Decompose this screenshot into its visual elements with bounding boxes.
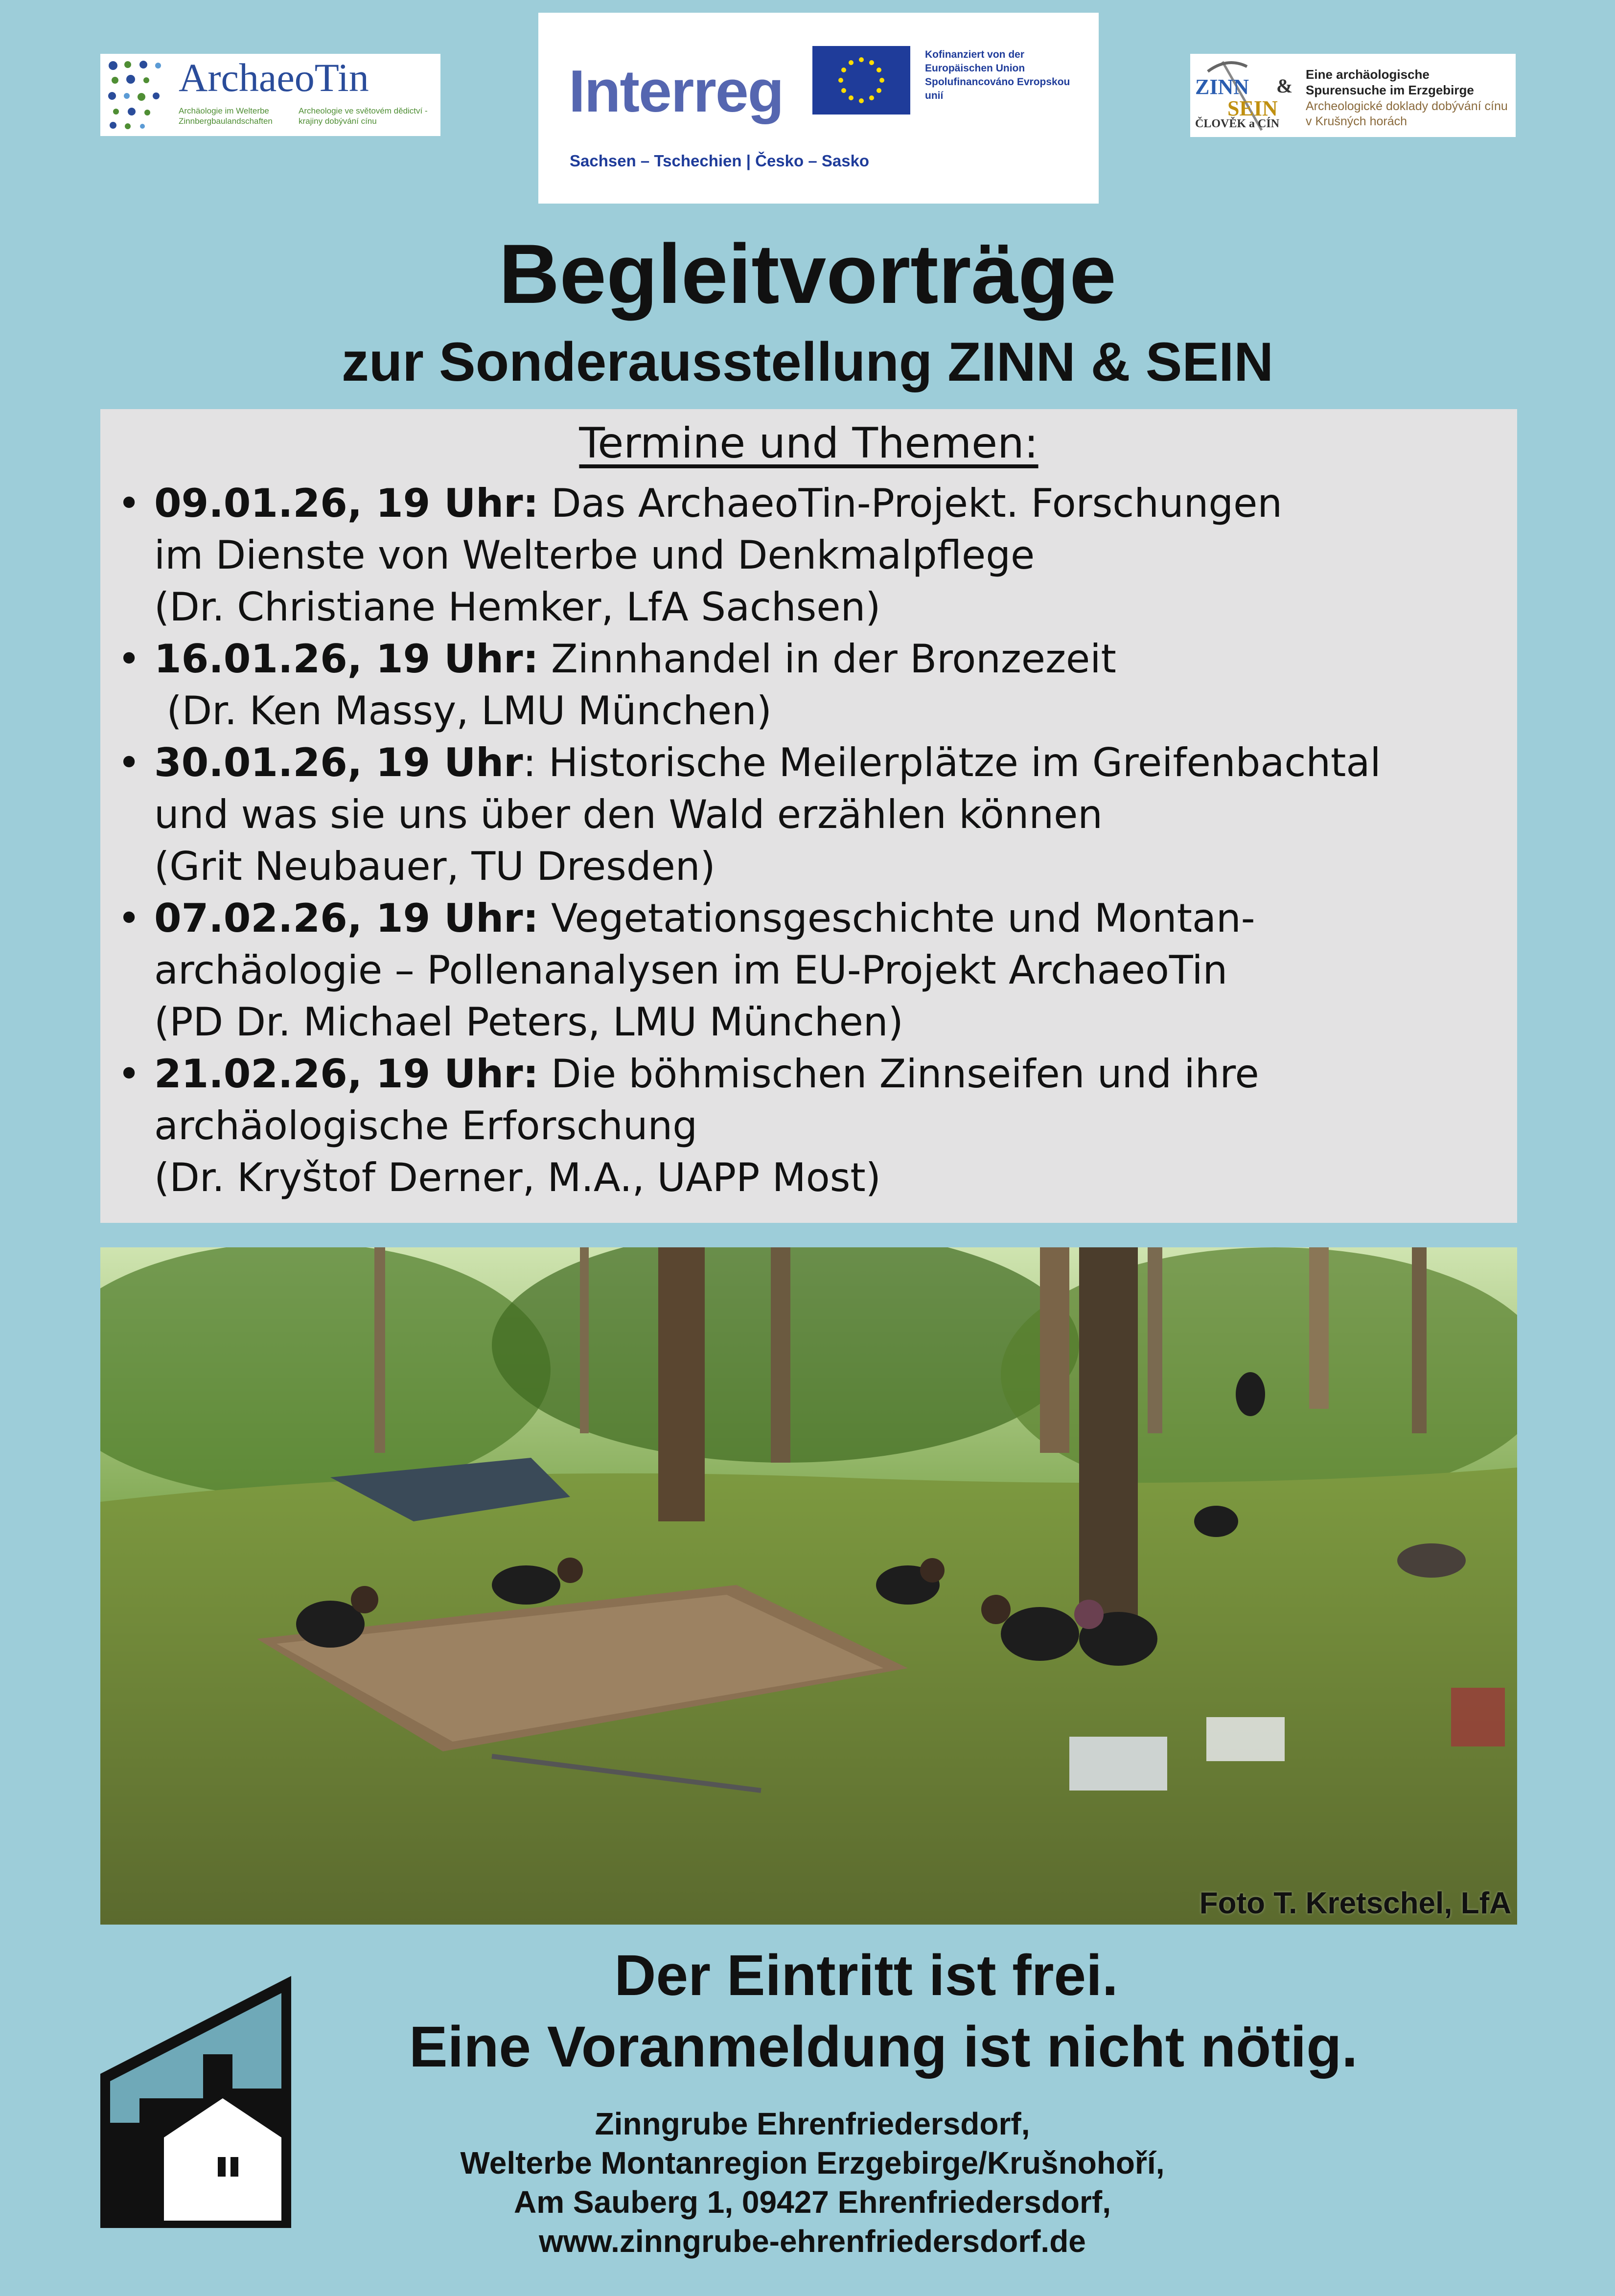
venue-region: Welterbe Montanregion Erzgebirge/Krušnohoří, [460,2145,1165,2181]
photo-credit: Foto T. Kretschel, LfA [1199,1886,1511,1920]
event-speaker: (Dr. Ken Massy, LMU München) [154,688,772,734]
clovek-cin-word: ČLOVĚK a CÍN [1195,117,1280,130]
venue-website: www.zinngrube-ehrenfriedersdorf.de [539,2224,1086,2259]
page-title: Begleitvorträge [499,227,1116,321]
interreg-logo [538,13,1099,204]
zinn-word: ZINN [1195,75,1249,99]
program-box [100,409,1517,1223]
archaeotin-subtitle-de: Archäologie im Welterbe Zinnbergbaulandschaften [179,106,273,126]
program-heading: Termine und Themen: [579,419,1038,468]
event-text: Vegetationsgeschichte und Montan- [551,895,1255,941]
event-text: archäologische Erforschung [154,1103,697,1148]
event-date: 07.02.26, 19 Uhr: [154,895,539,941]
interreg-cofund-de: Kofinanziert von der Europäischen Union [925,49,1025,74]
event-list [115,478,1524,1204]
interreg-cofund-cz: Spolufinancováno Evropskou unií [925,76,1070,101]
event-date: 09.01.26, 19 Uhr: [154,481,539,526]
list-item [115,633,1524,737]
page-subtitle: zur Sonderausstellung ZINN & SEIN [341,331,1274,392]
event-text: im Dienste von Welterbe und Denkmalpflege [154,532,1035,578]
venue-address: Am Sauberg 1, 09427 Ehrenfriedersdorf, [514,2184,1111,2220]
amp-word: & [1276,75,1293,97]
archaeotin-logo [100,54,440,136]
event-text: und was sie uns über den Wald erzählen können [154,792,1103,837]
excavation-photo [100,1247,1517,1925]
footer-address [0,2104,1615,2261]
event-date: 30.01.26, 19 Uhr [154,740,523,785]
event-date: 16.01.26, 19 Uhr: [154,636,539,682]
list-item [115,737,1524,893]
event-text: Zinnhandel in der Bronzezeit [551,636,1116,682]
archaeotin-subtitle-cz: Archeologie ve světovém dědictví - krajiny dobývání cínu [299,106,428,126]
sein-word: SEIN [1227,96,1278,120]
registration-note: Eine Voranmeldung ist nicht nötig. [409,2015,1358,2079]
list-item [115,893,1524,1048]
archaeotin-name: ArchaeoTin [179,55,369,100]
venue-name: Zinngrube Ehrenfriedersdorf, [595,2106,1030,2141]
interreg-region: Sachsen – Tschechien | Česko – Sasko [570,152,870,170]
interreg-wordmark: Interreg [569,58,784,124]
list-item [115,478,1524,633]
event-speaker: (Dr. Christiane Hemker, LfA Sachsen) [154,584,881,630]
event-text: Die böhmischen Zinnseifen und ihre [551,1051,1259,1097]
event-text: archäologie – Pollenanalysen im EU-Projekt ArchaeoTin [154,947,1228,993]
zinn-sein-logo [1190,54,1516,137]
zinn-sein-text-de: Eine archäologische Spurensuche im Erzgebirge [1306,67,1474,97]
event-speaker: (Dr. Kryštof Derner, M.A., UAPP Most) [154,1155,881,1200]
event-date: 21.02.26, 19 Uhr: [154,1051,539,1097]
zinn-sein-text-cz: Archeologické doklady dobývání cínu v Krušných horách [1306,99,1508,128]
event-speaker: (Grit Neubauer, TU Dresden) [154,844,715,889]
dot-grid-icon [104,58,168,131]
admission-free-text: Der Eintritt ist frei. [614,1943,1118,2008]
list-item [115,1048,1524,1204]
eu-flag-icon [812,46,910,115]
event-text: : Historische Meilerplätze im Greifenbachtal [523,740,1381,785]
forest-excavation-image [100,1247,1517,1925]
event-text: Das ArchaeoTin-Projekt. Forschungen [551,481,1283,526]
zinn-sein-mark [1193,57,1296,134]
event-speaker: (PD Dr. Michael Peters, LMU München) [154,999,903,1045]
interreg-cofund-text [925,48,1086,103]
